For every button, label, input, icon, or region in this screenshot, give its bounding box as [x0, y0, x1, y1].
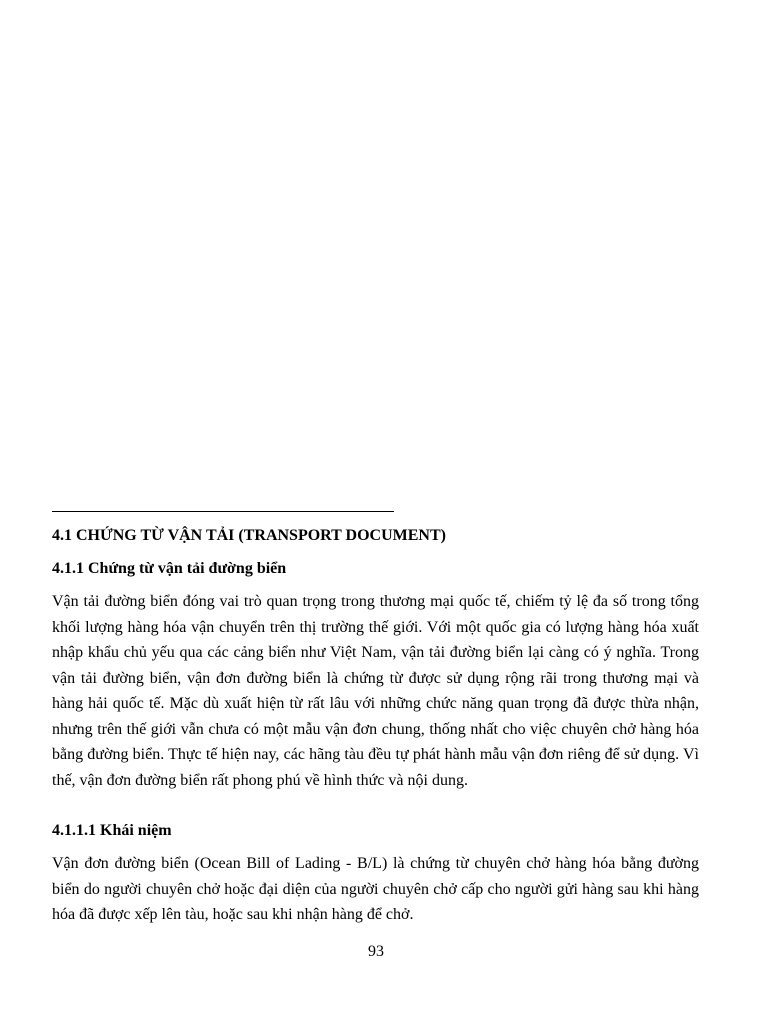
- page-number: 93: [368, 943, 384, 960]
- section-divider-rule: [52, 511, 394, 512]
- section-heading: 4.1 CHỨNG TỪ VẬN TẢI (TRANSPORT DOCUMENT): [52, 527, 446, 544]
- subsection-paragraph: Vận tải đường biển đóng vai trò quan trọng trong thương mại quốc tế, chiếm tỷ lệ đa số trong tổng khối lượng hàng hóa vận chuyển trên thị trường thế giới. Với một quốc gia có lượng hàng hóa xuất nhập khẩu chủ yếu qua các cảng biển như Việt Nam, vận tải đường biển lại càng có ý nghĩa. Trong vận tải đường biển, vận đơn đường biển là chứng từ được sử dụng rộng rãi trong thương mại và hàng hải quốc tế. Mặc dù xuất hiện từ rất lâu với những chức năng quan trọng đã được thừa nhận, nhưng trên thế giới vẫn chưa có một mẫu vận đơn chung, thống nhất cho việc chuyên chở hàng hóa bằng đường biển. Thực tế hiện nay, các hãng tàu đều tự phát hành mẫu vận đơn riêng để sử dụng. Vì thế, vận đơn đường biển rất phong phú về hình thức và nội dung.: [52, 593, 699, 789]
- definition-paragraph: Vận đơn đường biển (Ocean Bill of Lading - B/L) là chứng từ chuyên chở hàng hóa bằng đường biển do người chuyên chở hoặc đại diện của người chuyên chở cấp cho người gửi hàng sau khi hàng hóa đã được xếp lên tàu, hoặc sau khi nhận hàng để chở.: [52, 855, 699, 923]
- subsection-heading: 4.1.1 Chứng từ vận tải đường biển: [52, 560, 287, 577]
- subsubsection-heading: 4.1.1.1 Khái niệm: [52, 822, 172, 839]
